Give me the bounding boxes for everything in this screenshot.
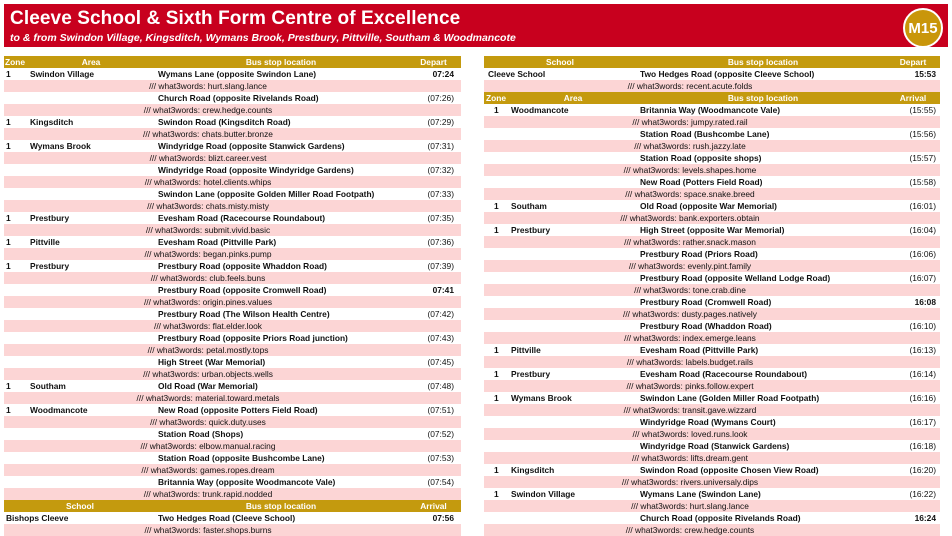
zone-number: 1 [494,489,499,499]
stop-location: Old Road (opposite War Memorial) [640,201,777,211]
stop-time: (07:32) [427,165,454,175]
school-header-row [4,500,461,512]
what3words-row [4,440,461,452]
stop-location: Evesham Road (Pittville Park) [158,237,277,247]
zone-number: 1 [6,261,11,271]
stop-location: Swindon Road (opposite Chosen View Road) [640,465,819,475]
what3words-row [4,272,461,284]
stop-time: (15:57) [909,153,936,163]
stop-row [484,488,940,500]
stop-time: (07:54) [427,477,454,487]
stop-row [4,140,461,152]
time-header: Depart [420,57,447,67]
what3words-row [484,188,940,200]
what3words-text: /// what3words: loved.runs.look [632,429,748,439]
stop-row [484,152,940,164]
stop-location: Swindon Lane (Golden Miller Road Footpath) [640,393,820,403]
what3words-row [484,80,940,92]
stop-row [484,200,940,212]
what3words-text: /// what3words: evenly.pint.family [628,261,752,271]
stop-time: (16:04) [909,225,936,235]
what3words-text: /// what3words: faster.shops.burns [144,525,272,535]
area-name: Wymans Brook [30,141,91,151]
what3words-row [484,500,940,512]
what3words-text: /// what3words: quick.duty.uses [150,417,266,427]
stop-row [4,68,461,80]
what3words-row [4,320,461,332]
what3words-text: /// what3words: club.feels.buns [150,273,266,283]
stop-row [4,188,461,200]
zone-number: 1 [6,405,11,415]
what3words-text: /// what3words: recent.acute.folds [627,81,753,91]
what3words-text: /// what3words: origin.pines.values [143,297,273,307]
area-name: Pittville [30,237,60,247]
stop-row [4,404,461,416]
stop-row [4,260,461,272]
route-badge: M15 [903,8,943,48]
stop-row [484,176,940,188]
stop-row [484,128,940,140]
what3words-text: /// what3words: rather.snack.mason [624,237,756,247]
stop-time: (07:35) [427,213,454,223]
stop-location: Station Road (Bushcombe Lane) [640,129,770,139]
column-header-row [484,92,940,104]
stop-time: (16:22) [909,489,936,499]
stop-location: Two Hedges Road (Cleeve School) [158,513,296,523]
stop-time: (16:10) [909,321,936,331]
area-name: Swindon Village [30,69,95,79]
stop-time: (07:31) [427,141,454,151]
stop-location: High Street (opposite War Memorial) [640,225,785,235]
stop-time: (15:56) [909,129,936,139]
area-name: Prestbury [511,225,551,235]
area-name: Woodmancote [511,105,569,115]
stop-row [484,416,940,428]
stop-time: (07:29) [427,117,454,127]
stop-location: Prestbury Road (opposite Welland Lodge Road) [640,273,831,283]
stop-row [484,440,940,452]
what3words-text: /// what3words: hurt.slang.lance [149,81,267,91]
what3words-text: /// what3words: submit.vivid.basic [145,225,271,235]
what3words-text: /// what3words: hotel.clients.whips [144,177,272,187]
school-name: Cleeve School [488,69,546,79]
what3words-row [4,464,461,476]
zone-number: 1 [6,381,11,391]
stop-row [484,344,940,356]
what3words-text: /// what3words: rush.jazzy.late [634,141,746,151]
what3words-text: /// what3words: petal.mostly.tops [147,345,269,355]
stop-location: Prestbury Road (opposite Priors Road junction) [158,333,348,343]
what3words-row [4,524,461,536]
school-header: School [66,501,94,511]
zone-number: 1 [6,69,11,79]
area-name: Southam [511,201,547,211]
area-name: Southam [30,381,66,391]
what3words-text: /// what3words: dusty.pages.natively [623,309,757,319]
stop-time: (07:48) [427,381,454,391]
what3words-text: /// what3words: tone.crab.dine [634,285,746,295]
what3words-text: /// what3words: blizt.career.vest [149,153,267,163]
stop-row [484,296,940,308]
what3words-row [484,332,940,344]
what3words-text: /// what3words: urban.objects.wells [143,369,273,379]
zone-number: 1 [6,213,11,223]
stop-time: (16:14) [909,369,936,379]
morning-timetable [4,56,461,536]
zone-number: 1 [6,237,11,247]
stop-time: (07:26) [427,93,454,103]
area-name: Pittville [511,345,541,355]
stop-time: 07:24 [432,69,454,79]
stop-row [484,224,940,236]
stop-location: Britannia Way (opposite Woodmancote Vale) [158,477,336,487]
stop-time: (07:36) [427,237,454,247]
stop-row [4,164,461,176]
zone-number: 1 [6,117,11,127]
what3words-text: /// what3words: pinks.follow.expert [626,381,754,391]
stop-time: (07:33) [427,189,454,199]
stop-row [4,332,461,344]
area-name: Prestbury [511,369,551,379]
location-header: Bus stop location [727,57,799,67]
stop-time: (07:52) [427,429,454,439]
stop-row [4,380,461,392]
zone-number: 1 [494,201,499,211]
stop-time: (16:07) [909,273,936,283]
what3words-row [4,224,461,236]
what3words-text: /// what3words: began.pinks.pump [144,249,272,259]
what3words-row [4,152,461,164]
stop-location: Old Road (War Memorial) [158,381,258,391]
what3words-row [484,404,940,416]
zone-number: 1 [494,465,499,475]
what3words-text: /// what3words: crew.hedge.counts [143,105,273,115]
what3words-row [484,428,940,440]
what3words-text: /// what3words: lifts.dream.gent [632,453,748,463]
stop-location: Windyridge Road (opposite Windyridge Gardens) [158,165,354,175]
stop-row [4,284,461,296]
time-header: Arrival [420,501,447,511]
stop-time: (16:01) [909,201,936,211]
area-header: Area [563,93,583,103]
stop-location: Prestbury Road (opposite Whaddon Road) [158,261,327,271]
stop-location: Station Road (Shops) [158,429,244,439]
stop-time: (16:17) [909,417,936,427]
school-header: School [546,57,574,67]
stop-location: Wymans Lane (Swindon Lane) [640,489,761,499]
school-header-row [484,56,940,68]
area-name: Prestbury [30,213,70,223]
what3words-row [4,200,461,212]
area-name: Kingsditch [511,465,555,475]
stop-time: (15:55) [909,105,936,115]
what3words-row [484,524,940,536]
header-banner [4,4,948,47]
stop-location: Prestbury Road (opposite Cromwell Road) [158,285,327,295]
stop-row [4,428,461,440]
what3words-row [484,260,940,272]
stop-location: Evesham Road (Racecourse Roundabout) [640,369,808,379]
stop-location: Prestbury Road (Whaddon Road) [640,321,772,331]
stop-time: (16:20) [909,465,936,475]
what3words-row [4,488,461,500]
area-name: Woodmancote [30,405,88,415]
time-header: Arrival [899,93,927,103]
stop-location: Prestbury Road (Priors Road) [640,249,758,259]
what3words-row [484,236,940,248]
location-header: Bus stop location [245,501,317,511]
area-name: Wymans Brook [511,393,572,403]
stop-row [4,452,461,464]
stop-time: 07:56 [432,513,454,523]
what3words-row [4,416,461,428]
stop-location: Evesham Road (Racecourse Roundabout) [158,213,326,223]
stop-row [484,248,940,260]
stop-location: Church Road (opposite Rivelands Road) [640,513,801,523]
stop-location: Evesham Road (Pittville Park) [640,345,759,355]
zone-header: Zone [4,57,25,67]
school-row [4,512,461,524]
what3words-row [4,104,461,116]
page-subtitle: to & from Swindon Village, Kingsditch, Wymans Brook, Prestbury, Pittville, Southam & Woodmancote [10,32,516,44]
what3words-text: /// what3words: labels.budget.rails [626,357,754,367]
stop-time: (07:51) [427,405,454,415]
stop-time: 16:24 [914,513,936,523]
what3words-text: /// what3words: material.toward.metals [136,393,280,403]
what3words-text: /// what3words: index.emerge.leans [624,333,756,343]
zone-number: 1 [494,369,499,379]
what3words-text: /// what3words: rivers.universaly.dips [621,477,759,487]
stop-location: Swindon Lane (opposite Golden Miller Road Footpath) [158,189,375,199]
what3words-text: /// what3words: transit.gave.wizzard [623,405,757,415]
area-name: Swindon Village [511,489,576,499]
stop-row [4,92,461,104]
what3words-row [4,344,461,356]
stop-location: Swindon Road (Kingsditch Road) [158,117,291,127]
stop-location: Two Hedges Road (opposite Cleeve School) [640,69,815,79]
page-title: Cleeve School & Sixth Form Centre of Excellence [10,8,461,29]
stop-time: (16:18) [909,441,936,451]
stop-row [4,236,461,248]
stop-time: 15:53 [914,69,936,79]
stop-time: (07:39) [427,261,454,271]
stop-location: Wymans Lane (opposite Swindon Lane) [158,69,317,79]
stop-location: Windyridge Road (Wymans Court) [640,417,776,427]
stop-row [4,212,461,224]
what3words-row [484,308,940,320]
stop-row [484,512,940,524]
stop-location: Windyridge Road (Stanwick Gardens) [640,441,790,451]
stop-row [484,104,940,116]
location-header: Bus stop location [245,57,317,67]
what3words-row [4,80,461,92]
zone-number: 1 [6,141,11,151]
what3words-text: /// what3words: bank.exporters.obtain [620,213,760,223]
stop-location: High Street (War Memorial) [158,357,266,367]
stop-row [4,116,461,128]
stop-time: (16:16) [909,393,936,403]
area-name: Kingsditch [30,117,74,127]
what3words-row [484,380,940,392]
stop-row [4,308,461,320]
what3words-row [484,452,940,464]
what3words-text: /// what3words: chats.butter.bronze [143,129,273,139]
what3words-row [4,296,461,308]
stop-row [484,368,940,380]
stop-row [4,476,461,488]
stop-time: (07:45) [427,357,454,367]
what3words-row [4,248,461,260]
what3words-row [484,212,940,224]
what3words-row [4,368,461,380]
what3words-text: /// what3words: crew.hedge.counts [625,525,755,535]
what3words-row [484,356,940,368]
zone-number: 1 [494,225,499,235]
column-header-row [4,56,461,68]
zone-header: Zone [485,93,506,103]
stop-time: (16:13) [909,345,936,355]
area-name: Prestbury [30,261,70,271]
stop-location: Prestbury Road (Cromwell Road) [640,297,772,307]
stop-location: Station Road (opposite shops) [640,153,762,163]
what3words-row [484,116,940,128]
zone-number: 1 [494,105,499,115]
stop-time: (16:06) [909,249,936,259]
what3words-row [4,128,461,140]
what3words-row [4,176,461,188]
zone-number: 1 [494,393,499,403]
stop-row [484,272,940,284]
stop-time: (07:42) [427,309,454,319]
what3words-row [484,284,940,296]
stop-location: Church Road (opposite Rivelands Road) [158,93,319,103]
what3words-row [484,476,940,488]
stop-row [4,356,461,368]
what3words-text: /// what3words: chats.misty.misty [147,201,269,211]
stop-location: Windyridge Road (opposite Stanwick Gardens) [158,141,345,151]
what3words-row [4,392,461,404]
stop-location: New Road (Potters Field Road) [640,177,763,187]
stop-location: New Road (opposite Potters Field Road) [158,405,318,415]
what3words-text: /// what3words: jumpy.rated.rail [632,117,748,127]
school-row [484,68,940,80]
stop-time: (07:53) [427,453,454,463]
what3words-text: /// what3words: levels.shapes.home [623,165,757,175]
stop-time: 07:41 [432,285,454,295]
what3words-text: /// what3words: hurt.slang.lance [631,501,749,511]
afternoon-timetable [484,56,940,536]
location-header: Bus stop location [727,93,799,103]
school-name: Bishops Cleeve [6,513,69,523]
what3words-text: /// what3words: games.ropes.dream [141,465,275,475]
area-header: Area [81,57,101,67]
time-header: Depart [899,57,927,67]
what3words-text: /// what3words: trunk.rapid.nodded [143,489,273,499]
what3words-row [484,164,940,176]
zone-number: 1 [494,345,499,355]
stop-time: 16:08 [914,297,936,307]
what3words-text: /// what3words: space.snake.breed [625,189,755,199]
what3words-text: /// what3words: elbow.manual.racing [140,441,276,451]
what3words-text: /// what3words: flat.elder.look [154,321,262,331]
stop-location: Prestbury Road (The Wilson Health Centre) [158,309,330,319]
stop-row [484,464,940,476]
what3words-row [484,140,940,152]
stop-location: Station Road (opposite Bushcombe Lane) [158,453,325,463]
stop-time: (07:43) [427,333,454,343]
stop-row [484,320,940,332]
stop-time: (15:58) [909,177,936,187]
stop-location: Britannia Way (Woodmancote Vale) [640,105,781,115]
stop-row [484,392,940,404]
